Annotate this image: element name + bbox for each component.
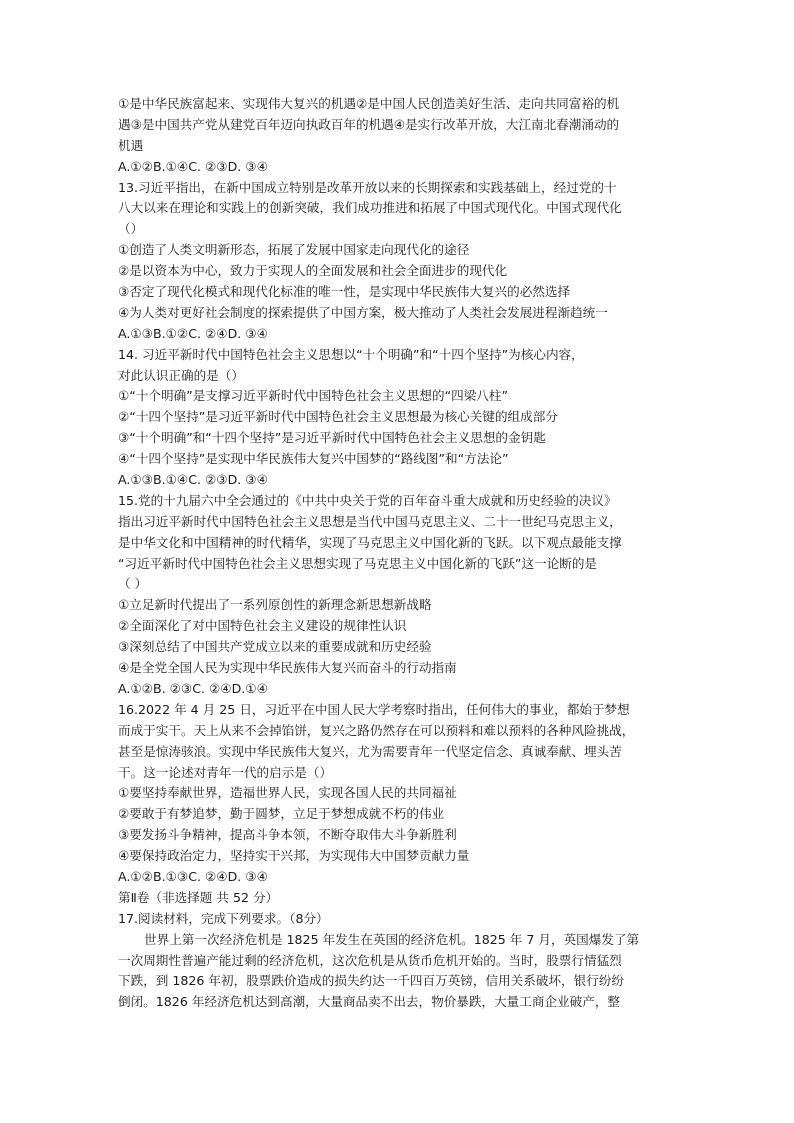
text-line: 干。这一论述对青年一代的启示是（） <box>118 764 333 780</box>
choice-item: ③深刻总结了中国共产党成立以来的重要成就和历史经验 <box>118 639 432 655</box>
choice-item: ④要保持政治定力，坚持实干兴邦，为实现伟大中国梦贡献力量 <box>118 848 470 864</box>
text-line: 机遇 <box>118 137 144 153</box>
text-line: ①是中华民族富起来、实现伟大复兴的机遇②是中国人民创造美好生活、走向共同富裕的机 <box>118 96 620 111</box>
text-line: “习近平新时代中国特色社会主义思想实现了马克思主义中国化新的飞跃”这一论断的是 <box>118 555 598 571</box>
choice-item: ①要坚持奉献世界，造福世界人民，实现各国人民的共同福祉 <box>118 785 457 801</box>
document-page <box>118 94 678 1013</box>
choice-item: ③“十个明确”和“十四个坚持”是习近平新时代中国特色社会主义思想的金钥匙 <box>118 430 546 446</box>
choice-item: ③要发扬斗争精神，提高斗争本领，不断夺取伟大斗争新胜利 <box>118 827 457 843</box>
choice-item: ②是以资本为中心，致力于实现人的全面发展和社会全面进步的现代化 <box>118 263 508 279</box>
question-17: 17.阅读材料，完成下列要求。（8分） <box>118 910 329 926</box>
material-paragraph: 世界上第一次经济危机是 1825 年发生在英国的经济危机。1825 年 7 月，英国爆发了第 <box>144 931 640 947</box>
text-line: 甚至是惊涛骇浪。实现中华民族伟大复兴，尤为需要青年一代坚定信念、真诚奉献、埋头苦 <box>118 743 622 759</box>
question-13: 13.习近平指出，在新中国成立特别是改革开放以来的长期探索和实践基础上，经过党的十 <box>118 179 617 195</box>
text-line: 八大以来在理论和实践上的创新突破，我们成功推进和拓展了中国式现代化。中国式现代化 <box>118 200 622 216</box>
text-line: 遇③是中国共产党从建党百年迈向执政百年的机遇④是实行改革开放，大江南北春潮涌动的 <box>118 116 620 132</box>
choice-item: ④“十四个坚持”是实现中华民族伟大复兴中国梦的“路线图”和“方法论” <box>118 451 509 467</box>
choice-item: ②“十四个坚持”是习近平新时代中国特色社会主义思想最为核心关键的组成部分 <box>118 409 558 425</box>
section-heading: 第Ⅱ卷（非选择题 共 52 分） <box>118 889 279 905</box>
answer-options: A.①②B. ②③C. ②④D.①④ <box>118 680 268 696</box>
text-line: 而成于实干。天上从来不会掉馅饼，复兴之路仍然存在可以预料和难以预料的各种风险挑战， <box>118 722 635 738</box>
question-16: 16.2022 年 4 月 25 日，习近平在中国人民大学考察时指出，任何伟大的事业，都始于梦想 <box>118 701 630 717</box>
choice-item: ②全面深化了对中国特色社会主义建设的规律性认识 <box>118 618 407 634</box>
choice-item: ②要敢于有梦追梦，勤于圆梦，立足于梦想成就不朽的伟业 <box>118 806 445 822</box>
text-line: 指出习近平新时代中国特色社会主义思想是当代中国马克思主义、二十一世纪马克思主义， <box>118 513 622 529</box>
question-14: 14. 习近平新时代中国特色社会主义思想以“十个明确”和“十四个坚持”为核心内容， <box>118 346 584 362</box>
choice-item: ①创造了人类文明新形态，拓展了发展中国家走向现代化的途径 <box>118 242 470 258</box>
question-15: 15.党的十九届六中全会通过的《中共中央关于党的百年奋斗重大成就和历史经验的决议》 <box>118 492 617 508</box>
choice-item: ③否定了现代化模式和现代化标准的唯一性，是实现中华民族伟大复兴的必然选择 <box>118 284 571 300</box>
text-line: 下跌，到 1826 年初，股票跌价造成的损失约达一千四百万英镑，信用关系破坏，银行纷纷 <box>118 973 625 989</box>
answer-options: A.①③B.①④C. ②③D. ③④ <box>118 472 268 488</box>
choice-item: ①“十个明确”是支撑习近平新时代中国特色社会主义思想的“四梁八柱” <box>118 388 509 404</box>
answer-options: A.①②B.①④C. ②③D. ③④ <box>118 158 268 174</box>
text-line: （ ） <box>118 576 148 592</box>
choice-item: ④是全党全国人民为实现中华民族伟大复兴而奋斗的行动指南 <box>118 660 457 676</box>
answer-options: A.①③B.①②C. ②④D. ③④ <box>118 325 268 341</box>
text-line: 是中华文化和中国精神的时代精华，实现了马克思主义中国化新的飞跃。以下观点最能支撑 <box>118 534 622 550</box>
text-line: 对此认识正确的是（） <box>118 367 244 383</box>
text-line: 倒闭。1826 年经济危机达到高潮，大量商品卖不出去，物价暴跌，大量工商企业破产，整 <box>118 994 621 1010</box>
text-line: （） <box>118 221 144 237</box>
text-line: 一次周期性普遍产能过剩的经济危机，这次危机是从货币危机开始的。当时，股票行情猛烈 <box>118 952 622 968</box>
choice-item: ④为人类对更好社会制度的探索提供了中国方案，极大推动了人类社会发展进程渐趋统一 <box>118 304 608 320</box>
answer-options: A.①②B.①③C. ②④D. ③④ <box>118 868 268 884</box>
choice-item: ①立足新时代提出了一系列原创性的新理念新思想新战略 <box>118 597 432 613</box>
